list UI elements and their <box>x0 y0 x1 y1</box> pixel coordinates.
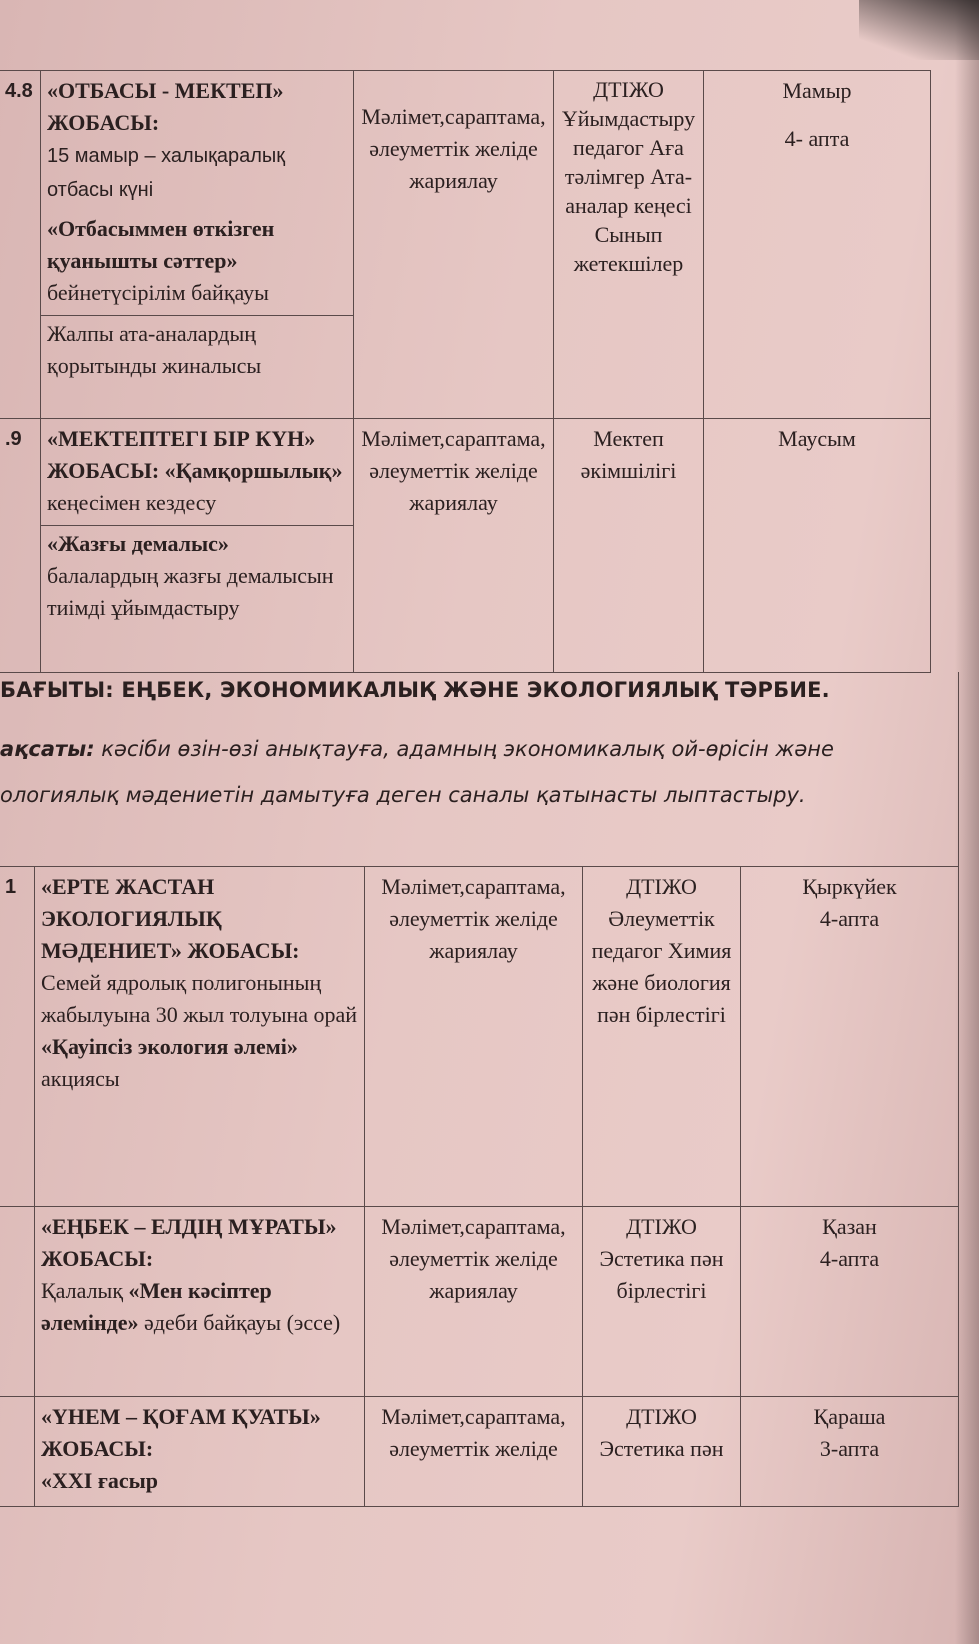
event-subtitle: «ХХІ ғасыр <box>41 1468 159 1493</box>
event-text: балалардың жазғы демалысын тиімді ұйымдастыру <box>47 563 334 620</box>
event-title: «ЕРТЕ ЖАСТАН ЭКОЛОГИЯЛЫҚ МӘДЕНИЕТ» ЖОБАСЫ: <box>41 874 300 963</box>
event-subtitle: «Мен кәсіптер әлемінде» <box>41 1278 272 1335</box>
deadline-week: 4-апта <box>819 1246 880 1271</box>
event-text: Қалалық <box>41 1278 124 1303</box>
deadline-week: 3-апта <box>819 1436 880 1461</box>
plan-table-top <box>0 70 931 673</box>
direction-text: ЕҢБЕК, ЭКОНОМИКАЛЫҚ ЖӘНЕ ЭКОЛОГИЯЛЫҚ ТӘРБИЕ. <box>121 678 830 702</box>
table-row <box>0 419 931 673</box>
responsible-cell: Мектеп әкімшілігі <box>554 419 704 673</box>
form-cell: Мәлімет,сараптама, әлеуметтік желіде жариялау <box>354 71 554 419</box>
deadline-month: Қыркүйек <box>802 874 897 899</box>
event-text: кеңесімен кездесу <box>47 490 217 515</box>
event-cell <box>41 419 354 673</box>
direction-heading <box>0 678 830 702</box>
row-number: 1 <box>0 867 35 1207</box>
event-text: Семей ядролық полигонының жабылуына 30 жыл толуына орай <box>41 970 358 1027</box>
event-cell <box>41 71 354 419</box>
event-text: әдеби байқауы (эссе) <box>144 1310 341 1335</box>
deadline-month: Қараша <box>813 1404 886 1429</box>
form-cell: Мәлімет,сараптама, әлеуметтік желіде жариялау <box>365 1207 583 1397</box>
event-cell <box>35 1397 365 1507</box>
direction-label: БАҒЫТЫ: <box>0 678 114 702</box>
row-number: .9 <box>0 419 41 673</box>
event-title: «МЕКТЕПТЕГІ БІР КҮН» ЖОБАСЫ: «Қамқоршылық» <box>47 426 343 483</box>
form-cell: Мәлімет,сараптама, әлеуметтік желіде <box>365 1397 583 1507</box>
event-subtitle: «Қауіпсіз экология әлемі» <box>41 1034 298 1059</box>
responsible-cell: ДТІЖО Ұйымдастыру педагог Аға тәлімгер Ата-аналар кеңесі Сынып жетекшілер <box>554 71 704 419</box>
responsible-cell: ДТІЖО Эстетика пән бірлестігі <box>583 1207 741 1397</box>
table-row <box>0 1207 959 1397</box>
event-text: 15 мамыр – халықаралық отбасы күні <box>47 145 286 201</box>
table-row <box>0 867 959 1207</box>
deadline-month: Мамыр <box>782 78 852 103</box>
deadline-cell <box>741 1207 959 1397</box>
deadline-month: Қазан <box>822 1214 877 1239</box>
event-cell <box>35 1207 365 1397</box>
deadline-cell <box>704 419 931 673</box>
row-number: 4.8 <box>0 71 41 419</box>
form-cell: Мәлімет,сараптама, әлеуметтік желіде жариялау <box>365 867 583 1207</box>
responsible-cell: ДТІЖО Эстетика пән <box>583 1397 741 1507</box>
event-subtitle: «Жазғы демалыс» <box>47 531 229 556</box>
event-subtitle: «Отбасыммен өткізген қуанышты сәттер» <box>47 216 275 273</box>
deadline-month: Маусым <box>778 426 856 451</box>
page-corner-shadow <box>859 0 979 60</box>
table-row <box>0 1397 959 1507</box>
event-title: «ҮНЕМ – ҚОҒАМ ҚУАТЫ» ЖОБАСЫ: <box>41 1404 321 1461</box>
event-title: «ОТБАСЫ - МЕКТЕП» ЖОБАСЫ: <box>47 78 284 135</box>
deadline-week: 4-апта <box>819 906 880 931</box>
responsible-cell: ДТІЖО Әлеуметтік педагог Химия және биология пән бірлестігі <box>583 867 741 1207</box>
deadline-cell <box>704 71 931 419</box>
deadline-cell <box>741 1397 959 1507</box>
event-text: бейнетүсірілім байқауы <box>47 280 269 305</box>
form-cell: Мәлімет,сараптама, әлеуметтік желіде жариялау <box>354 419 554 673</box>
goal-paragraph <box>0 726 955 818</box>
plan-table-bottom <box>0 866 959 1507</box>
event-text: акциясы <box>41 1066 120 1091</box>
deadline-cell <box>741 867 959 1207</box>
event-cell <box>35 867 365 1207</box>
event-text: Жалпы ата-аналардың қорытынды жиналысы <box>41 315 353 382</box>
goal-text: кәсіби өзін-өзі анықтауға, адамның экономикалық ой-өрісін және ологиялық мәдениетін дамытуға деген саналы қатынасты лыптастыру. <box>0 737 834 807</box>
table-row <box>0 71 931 419</box>
event-title: «ЕҢБЕК – ЕЛДІҢ МҰРАТЫ» ЖОБАСЫ: <box>41 1214 337 1271</box>
row-number <box>0 1397 35 1507</box>
goal-label: ақсаты: <box>0 737 95 761</box>
row-number <box>0 1207 35 1397</box>
direction-section <box>0 672 959 868</box>
deadline-week: 4- апта <box>784 126 850 151</box>
